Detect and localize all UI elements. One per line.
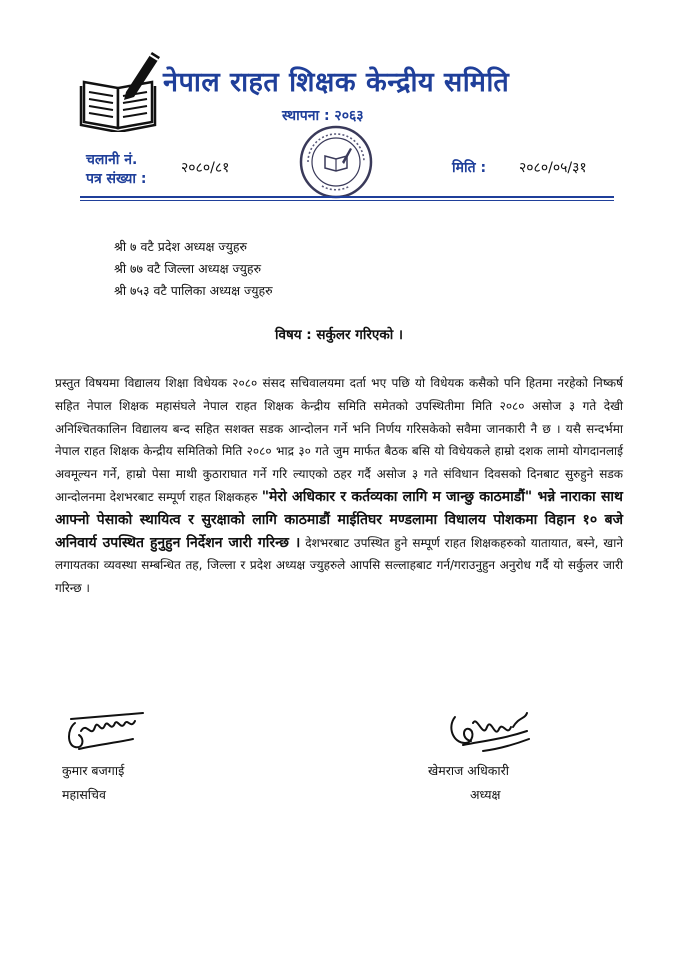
header-divider-thin [80,200,614,201]
header-divider [80,196,614,198]
date-value: २०८०/०५/३१ [519,160,587,176]
chalani-label: चलानी नं. [86,152,138,168]
signatory-title: अध्यक्ष [470,787,501,802]
date-label: मिति : [452,160,487,176]
signature-secretary [65,709,145,755]
organization-name: नेपाल राहत शिक्षक केन्द्रीय समिति [163,67,510,98]
book-pen-icon [78,48,162,132]
established-year: स्थापना : २०६३ [282,108,364,124]
signatory-name: कुमार बजगाई [62,763,125,778]
recipient-list [114,236,273,302]
recipient-line: श्री ७७ वटै जिल्ला अध्यक्ष ज्युहरु [114,261,262,276]
body-text: प्रस्तुत विषयमा विद्यालय शिक्षा विधेयक २०८० संसद सचिवालयमा दर्ता भए पछि यो विधेयक कसैको पनि हितमा नरहेको निष्कर्ष सहित नेपाल शिक्षक महासंघले नेपाल राहत शिक्षक केन्द्रीय समिति समेतको उपस्थितीमा मिति २०८० असोज ३ गते देखी अनिश्चितकालिन विद्यालय बन्द सहित सशक्त सडक आन्दोलन गर्ने भनि निर्णय गरिसकेको सवैमा जानकारी नै छ । यसै सन्दर्भमा नेपाल राहत शिक्षक केन्द्रीय समितिको मिति २०८० भाद्र ३० गते जुम मार्फत बैठक बसि यो विधेयकले हाम्रो दशक लामो योगदानलाई अवमूल्यन गर्ने, हाम्रो पेसा माथी कुठाराघात गर्ने गरि ल्याएको ठहर गर्दै असोज ३ गते संविधान दिवसको दिनबाट सुरुहुने सडक आन्दोलनमा देशभरबाट सम्पूर्ण राहत शिक्षकहरु [55,376,623,504]
recipient-line: श्री ७ वटै प्रदेश अध्यक्ष ज्युहरु [114,239,247,254]
body-highlight: "मेरो अधिकार र कर्तव्यका लागि म जान्छु काठमाडौं" भन्ने नाराका साथ आफ्नो पेसाको स्थायित्व र सुरक्षाको लागि काठमाडौं माईतिघर मण्डलामा विधालय पोशकमा विहान १० बजे अनिवार्य उपस्थित हुनुहुन निर्देशन जारी गरिन्छ । [55,488,623,551]
letter-body [55,372,623,600]
subject-line: विषय : सर्कुलर गरिएको । [274,327,404,343]
reference-number: २०८०/८१ [181,160,230,176]
recipient-line: श्री ७५३ वटै पालिका अध्यक्ष ज्युहरु [114,283,273,298]
round-seal-icon [298,124,374,200]
body-text: देशभरबाट उपस्थित हुने सम्पूर्ण राहत शिक्षकहरुको यातायात, बस्ने, खाने लगायतका व्यवस्था सम्बन्धित तह, जिल्ला र प्रदेश अध्यक्ष ज्युहरुले आपसि सल्लाहबाट गर्न/गराउनुहुन अनुरोध गर्दै यो सर्कुलर जारी गरिन्छ । [55,535,623,596]
signatory-name: खेमराज अधिकारी [428,763,509,778]
signatory-title: महासचिव [62,787,106,802]
patra-sankhya-label: पत्र संख्या : [86,171,147,187]
signature-chairman [443,709,533,761]
